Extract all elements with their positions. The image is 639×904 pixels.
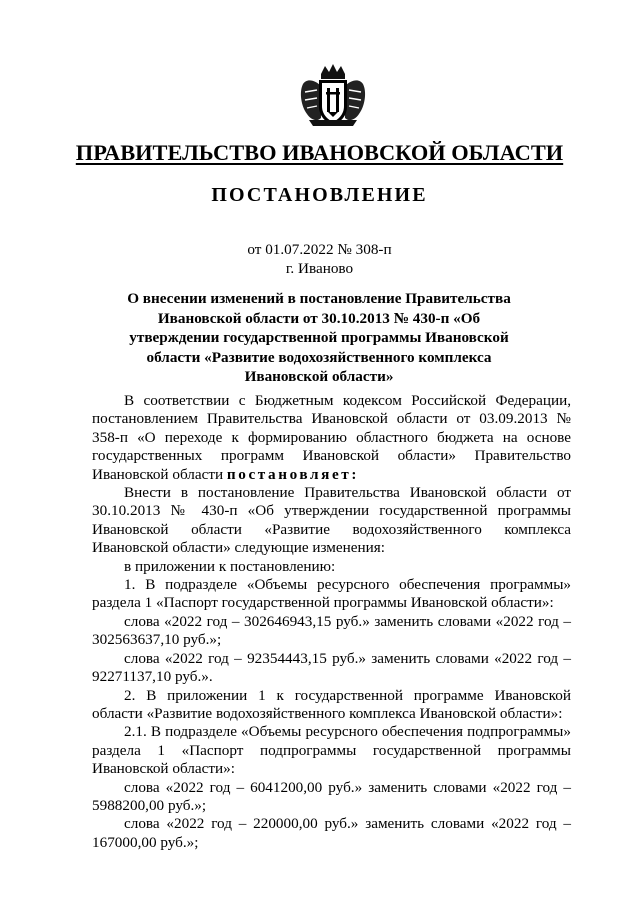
decree-word: постановляет: [226,465,360,483]
document-body [92,392,571,852]
paragraph: слова «2022 год – 302646943,15 руб.» заменить словами «2022 год – 302563637,10 руб.»; [92,612,571,649]
preamble-text: В соответствии с Бюджетным кодексом Российской Федерации, постановлением Правительства Ивановской области от 03.09.2013 № 358-п «О переходе к формированию областного бюджета на основе государственных программ Ивановской области» Правительство Ивановской области [92,392,571,483]
paragraph: 2.1. В подразделе «Объемы ресурсного обеспечения подпрограммы» раздела 1 «Паспорт подпрограммы государственной программы Ивановской области»: [92,723,571,778]
paragraph: 2. В приложении 1 к государственной программе Ивановской области «Развитие водохозяйственного комплекса Ивановской области»: [92,686,571,722]
document-type: ПОСТАНОВЛЕНИЕ [211,184,428,206]
organization-name: ПРАВИТЕЛЬСТВО ИВАНОВСКОЙ ОБЛАСТИ [75,140,564,165]
paragraph: в приложении к постановлению: [124,557,336,575]
paragraph: слова «2022 год – 6041200,00 руб.» заменить словами «2022 год – 5988200,00 руб.»; [92,778,571,814]
paragraph: 1. В подразделе «Объемы ресурсного обеспечения программы» раздела 1 «Паспорт государственной программы Ивановской области»: [92,576,571,612]
date-and-number: от 01.07.2022 № 308-п [247,241,392,258]
paragraph: слова «2022 год – 92354443,15 руб.» заменить словами «2022 год – 92271137,10 руб.». [92,649,571,686]
paragraph: Внести в постановление Правительства Ивановской области от 30.10.2013 № 430-п «Об утверждении государственной программы Ивановской области «Развитие водохозяйственного комплекса Ивановской области» следующие изменения: [92,484,571,557]
paragraph: слова «2022 год – 220000,00 руб.» заменить словами «2022 год – 167000,00 руб.»; [92,815,571,851]
date-block [0,240,639,278]
preamble-paragraph [92,392,571,484]
city: г. Иваново [285,260,354,277]
document-title: О внесении изменений в постановление Правительства Ивановской области от 30.10.2013 № 430-п «Об утверждении государственной программы Ивановской области «Развитие водохозяйственного комплекса Ивановской области» [127,290,511,385]
ivanovo-coat-of-arms-icon [297,62,369,128]
